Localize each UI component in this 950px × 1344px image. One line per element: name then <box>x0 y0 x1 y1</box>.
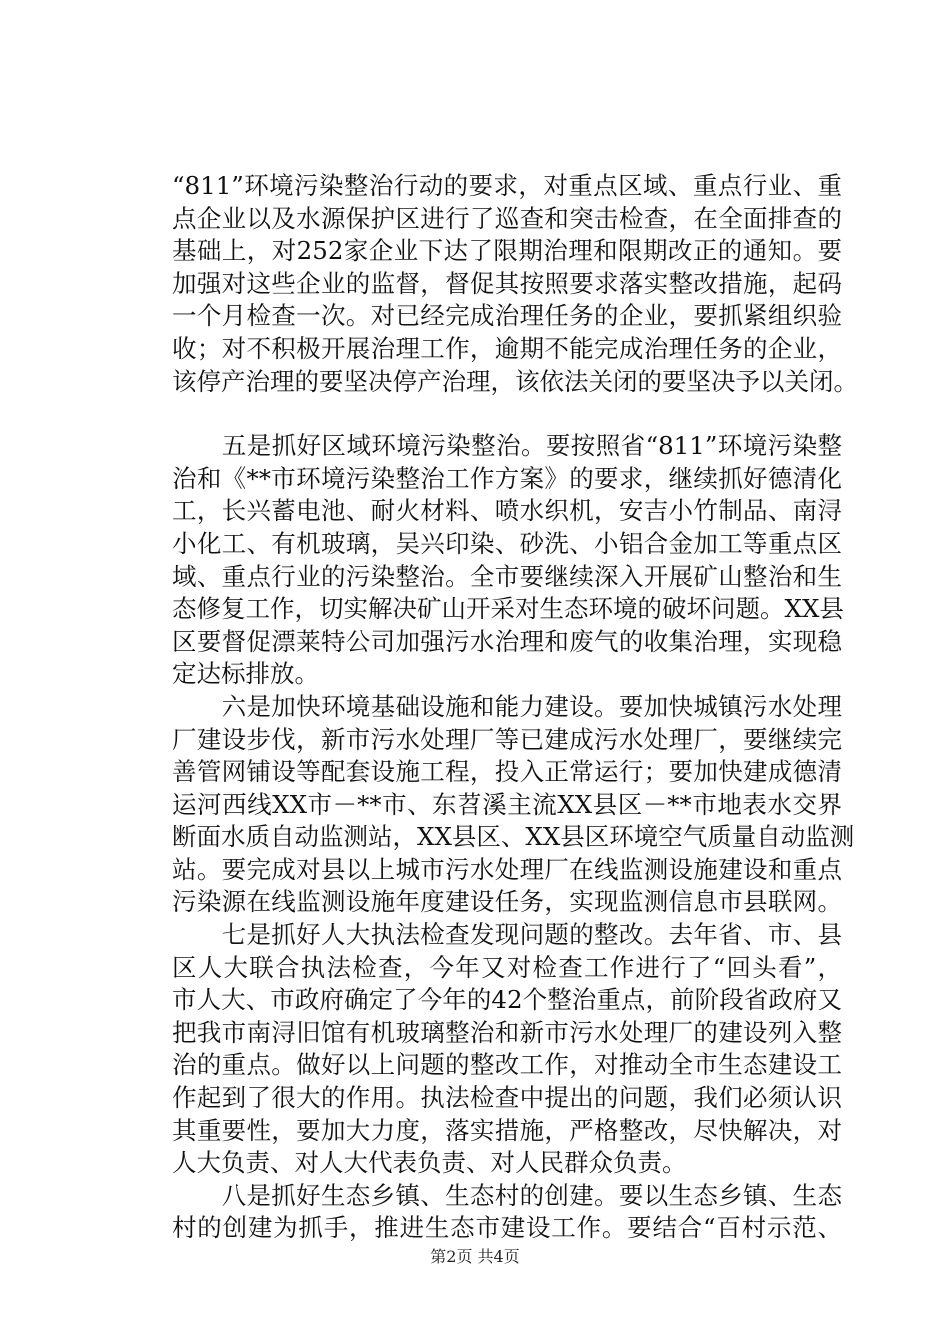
text-line: 运河西线XX市－**市、东苕溪主流XX县区－**市地表水交界 <box>172 789 842 819</box>
text-line: 该停产治理的要坚决停产治理，该依法关闭的要坚决予以关闭。 <box>172 366 858 396</box>
text-line: 基础上，对252家企业下达了限期治理和限期改正的通知。要 <box>172 236 842 266</box>
text-line: 域、重点行业的污染整治。全市要继续深入开展矿山整治和生 <box>172 561 842 591</box>
text-line: 定达标排放。 <box>172 659 319 689</box>
text-line: 加强对这些企业的监督，督促其按照要求落实整改措施，起码 <box>172 268 842 298</box>
text-line: 六是加快环境基础设施和能力建设。要加快城镇污水处理 <box>172 691 842 721</box>
text-line: 区人大联合执法检查，今年又对检查工作进行了“回头看”， <box>172 952 842 982</box>
text-line: 点企业以及水源保护区进行了巡查和突击检查，在全面排查的 <box>172 203 842 233</box>
text-line: 治的重点。做好以上问题的整改工作，对推动全市生态建设工 <box>172 1050 842 1080</box>
text-line: 区要督促漂莱特公司加强污水治理和废气的收集治理，实现稳 <box>172 626 842 656</box>
page-number-footer: 第2页 共4页 <box>430 1247 520 1266</box>
text-line: 站。要完成对县以上城市污水处理厂在线监测设施建设和重点 <box>172 854 842 884</box>
text-line: “811”环境污染整治行动的要求，对重点区域、重点行业、重 <box>172 171 842 200</box>
text-line: 作起到了很大的作用。执法检查中提出的问题，我们必须认识 <box>172 1083 842 1113</box>
paragraph-1 <box>172 170 858 398</box>
text-line: 人大负责、对人大代表负责、对人民群众负责。 <box>172 1148 687 1178</box>
document-body <box>172 170 858 1245</box>
paragraph-2 <box>172 430 842 691</box>
text-line: 五是抓好区域环境污染整治。要按照省“811”环境污染整 <box>172 431 842 461</box>
paragraph-3 <box>172 691 855 919</box>
text-line: 工，长兴蓄电池、耐火材料、喷水织机，安吉小竹制品、南浔 <box>172 496 842 526</box>
text-line: 七是抓好人大执法检查发现问题的整改。去年省、市、县 <box>172 920 842 950</box>
text-line: 治和《**市环境污染整治工作方案》的要求，继续抓好德清化 <box>172 463 842 493</box>
text-line: 收；对不积极开展治理工作，逾期不能完成治理任务的企业， <box>172 333 842 363</box>
text-line: 八是抓好生态乡镇、生态村的创建。要以生态乡镇、生态 <box>172 1180 842 1210</box>
text-line: 污染源在线监测设施年度建设任务，实现监测信息市县联网。 <box>172 887 842 917</box>
text-line: 小化工、有机玻璃，吴兴印染、砂洗、小铝合金加工等重点区 <box>172 528 842 558</box>
text-line: 善管网铺设等配套设施工程，投入正常运行；要加快建成德清 <box>172 757 842 787</box>
text-line: 其重要性，要加大力度，落实措施，严格整改，尽快解决，对 <box>172 1115 842 1145</box>
text-line: 村的创建为抓手，推进生态市建设工作。要结合“百村示范、 <box>172 1213 842 1243</box>
text-line: 市人大、市政府确定了今年的42个整治重点，前阶段省政府又 <box>172 985 842 1015</box>
text-line: 一个月检查一次。对已经完成治理任务的企业，要抓紧组织验 <box>172 301 842 331</box>
text-line: 把我市南浔旧馆有机玻璃整治和新市污水处理厂的建设列入整 <box>172 1017 842 1047</box>
paragraph-4 <box>172 919 842 1180</box>
text-line: 断面水质自动监测站，XX县区、XX县区环境空气质量自动监测 <box>172 822 855 852</box>
text-line: 态修复工作，切实解决矿山开采对生态环境的破坏问题。XX县 <box>172 594 844 624</box>
paragraph-spacer <box>172 398 842 430</box>
text-line: 厂建设步伐，新市污水处理厂等已建成污水处理厂，要继续完 <box>172 724 842 754</box>
paragraph-5 <box>172 1180 842 1245</box>
